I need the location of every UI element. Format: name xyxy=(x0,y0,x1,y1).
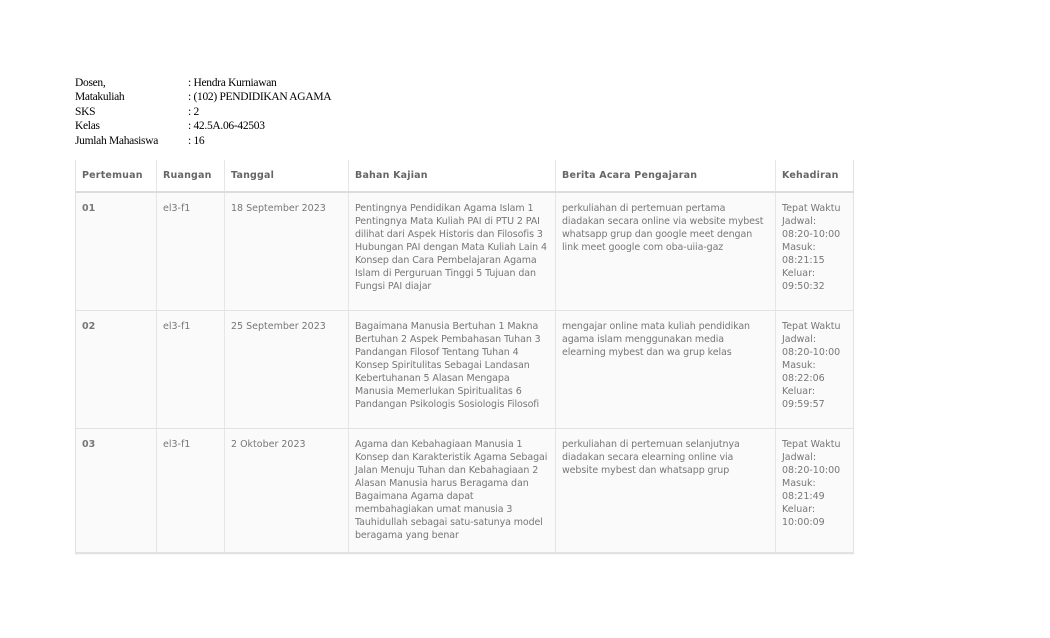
cell-bahan-kajian: Pentingnya Pendidikan Agama Islam 1 Pentingnya Mata Kuliah PAI di PTU 2 PAI dilihat dari Aspek Historis dan Filosofis 3 Hubungan PAI dengan Mata Kuliah Lain 4 Konsep dan Cara Pembelajaran Agama Islam di Perguruan Tinggi 5 Tujuan dan Fungsi PAI diajar xyxy=(349,192,556,311)
attendance-value: 08:22:06 xyxy=(782,373,825,384)
attendance-status: Tepat Waktu xyxy=(782,203,841,214)
table-row xyxy=(76,429,854,554)
cell-berita-acara: perkuliahan di pertemuan pertama diadakan secara online via website mybest whatsapp grup dan google meet dengan link meet google com oba-uiia-gaz xyxy=(556,192,776,311)
info-row-jumlah-mahasiswa xyxy=(75,134,331,148)
attendance-value: 08:20-10:00 xyxy=(782,465,841,476)
cell-kehadiran xyxy=(776,429,854,554)
header-bahan-kajian: Bahan Kajian xyxy=(349,160,556,192)
header-ruangan: Ruangan xyxy=(157,160,225,192)
cell-bahan-kajian: Bagaimana Manusia Bertuhan 1 Makna Bertuhan 2 Aspek Pembahasan Tuhan 3 Pandangan Filosof Tentang Tuhan 4 Konsep Spiritulitas Sebagai Landasan Kebertuhanan 5 Alasan Mengapa Manusia Memerlukan Spiritualitas 6 Pandangan Psikologis Sosiologis Filosofi xyxy=(349,311,556,429)
cell-berita-acara: mengajar online mata kuliah pendidikan agama islam menggunakan media elearning mybest dan wa grup kelas xyxy=(556,311,776,429)
attendance-label: Keluar: xyxy=(782,268,816,279)
cell-pertemuan: 01 xyxy=(76,192,157,311)
info-row-matakuliah xyxy=(75,90,331,104)
cell-ruangan: el3-f1 xyxy=(157,192,225,311)
attendance-label: Keluar: xyxy=(782,504,816,515)
info-value: : Hendra Kurniawan xyxy=(188,77,277,89)
cell-pertemuan: 02 xyxy=(76,311,157,429)
info-value: : 16 xyxy=(188,134,205,147)
info-row-kelas xyxy=(75,119,331,133)
cell-pertemuan: 03 xyxy=(76,429,157,554)
info-row-sks xyxy=(75,105,331,119)
info-value: : (102) PENDIDIKAN AGAMA xyxy=(188,91,332,104)
attendance-value: 08:20-10:00 xyxy=(782,229,841,240)
attendance-label: Jadwal: xyxy=(782,216,817,227)
attendance-label: Keluar: xyxy=(782,386,816,397)
info-value: : 2 xyxy=(188,105,199,118)
header-berita-acara: Berita Acara Pengajaran xyxy=(556,160,776,192)
teaching-schedule-table xyxy=(75,160,854,554)
cell-kehadiran xyxy=(776,311,854,429)
info-value: : 42.5A.06-42503 xyxy=(188,120,265,133)
header-kehadiran: Kehadiran xyxy=(776,160,854,192)
attendance-value: 10:00:09 xyxy=(782,517,825,528)
cell-berita-acara: perkuliahan di pertemuan selanjutnya diadakan secara elearning online via website mybest dan whatsapp grup xyxy=(556,429,776,554)
cell-ruangan: el3-f1 xyxy=(157,429,225,554)
attendance-label: Jadwal: xyxy=(782,334,817,345)
cell-tanggal: 2 Oktober 2023 xyxy=(225,429,349,554)
attendance-value: 09:50:32 xyxy=(782,281,825,292)
attendance-value: 08:20-10:00 xyxy=(782,347,841,358)
attendance-value: 08:21:49 xyxy=(782,491,825,502)
info-label: SKS xyxy=(75,105,96,118)
info-label: Dosen, xyxy=(75,77,106,89)
info-label: Kelas xyxy=(75,120,100,133)
header-tanggal: Tanggal xyxy=(225,160,349,192)
info-label: Jumlah Mahasiswa xyxy=(75,134,159,147)
course-info xyxy=(75,76,331,148)
attendance-label: Masuk: xyxy=(782,242,816,253)
table-row xyxy=(76,311,854,429)
header-pertemuan: Pertemuan xyxy=(76,160,157,192)
table-row xyxy=(76,192,854,311)
attendance-value: 09:59:57 xyxy=(782,399,825,410)
attendance-label: Masuk: xyxy=(782,360,816,371)
attendance-value: 08:21:15 xyxy=(782,255,825,266)
info-label: Matakuliah xyxy=(75,91,125,104)
cell-tanggal: 25 September 2023 xyxy=(225,311,349,429)
attendance-label: Jadwal: xyxy=(782,452,817,463)
attendance-label: Masuk: xyxy=(782,478,816,489)
attendance-status: Tepat Waktu xyxy=(782,321,841,332)
attendance-status: Tepat Waktu xyxy=(782,439,841,450)
cell-kehadiran xyxy=(776,192,854,311)
cell-ruangan: el3-f1 xyxy=(157,311,225,429)
table-header-row xyxy=(76,160,854,192)
cell-bahan-kajian: Agama dan Kebahagiaan Manusia 1 Konsep dan Karakteristik Agama Sebagai Jalan Menuju Tuhan dan Kebahagiaan 2 Alasan Manusia harus Beragama dan Bagaimana Agama dapat membahagiakan umat manusia 3 Tauhidullah sebagai satu-satunya model beragama yang benar xyxy=(349,429,556,554)
info-row-dosen xyxy=(75,76,331,90)
cell-tanggal: 18 September 2023 xyxy=(225,192,349,311)
